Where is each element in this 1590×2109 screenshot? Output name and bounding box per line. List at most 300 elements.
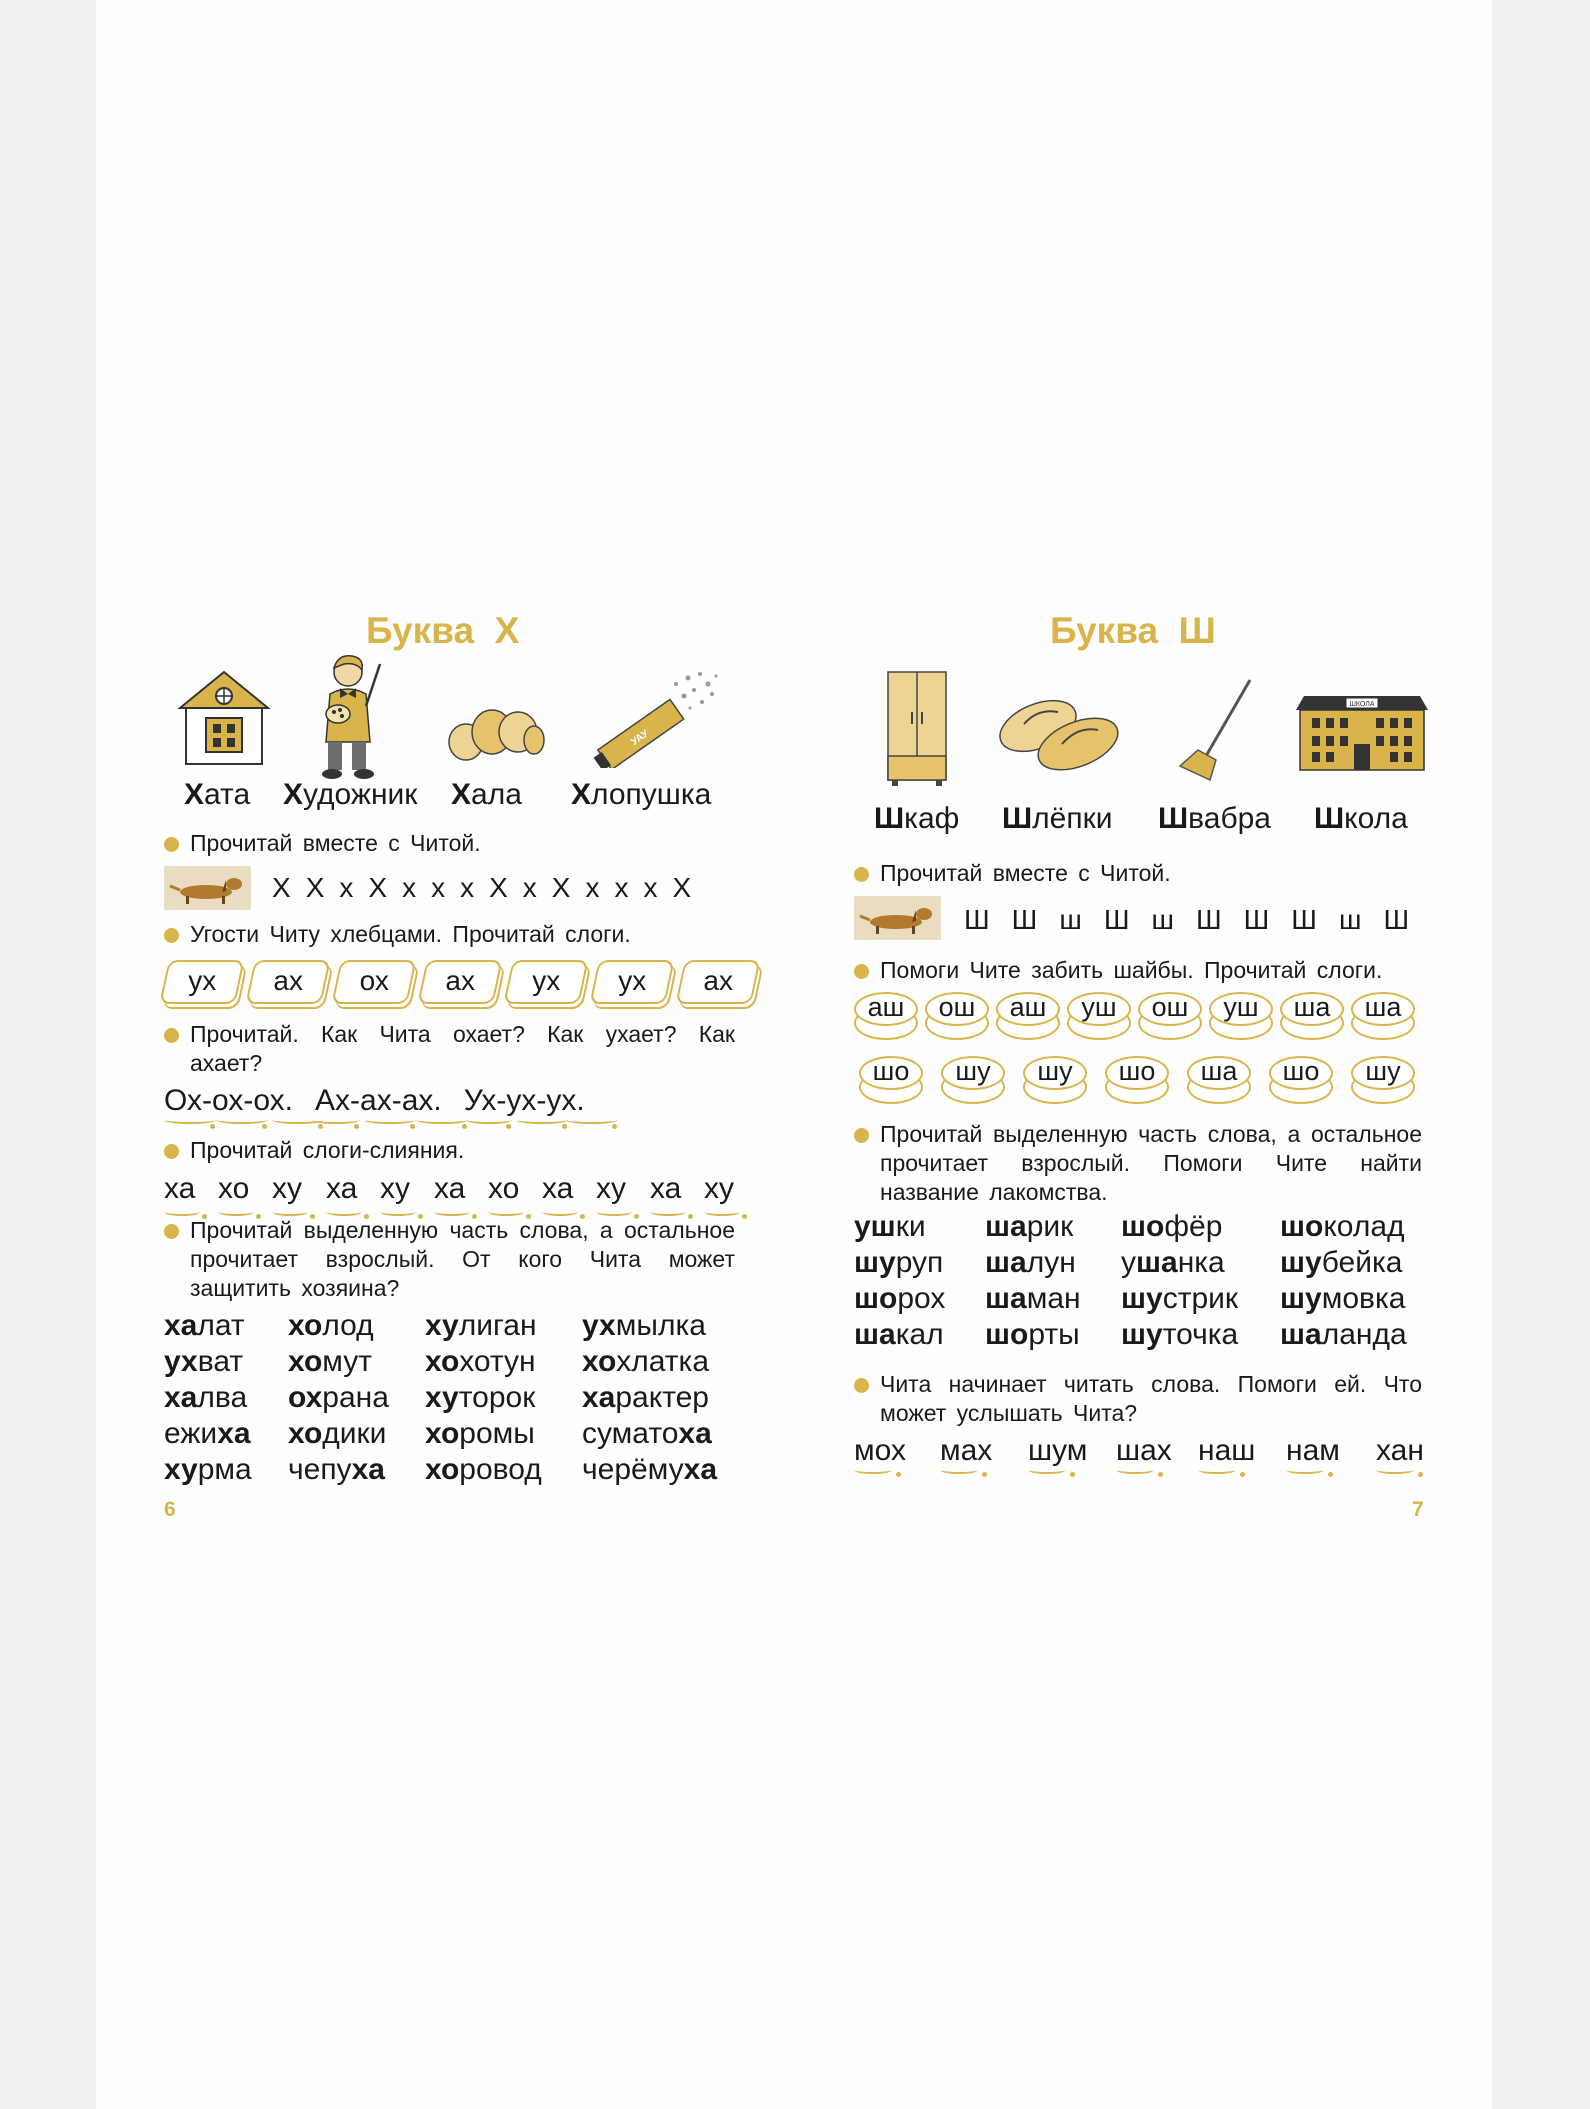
syllable-dot xyxy=(1418,1472,1423,1477)
syllable-arc xyxy=(380,1208,416,1216)
syllable-arc xyxy=(940,1466,978,1474)
final-word: мах xyxy=(940,1434,993,1467)
syllable-text: ош xyxy=(1138,992,1202,1026)
puck-syllable xyxy=(1269,1056,1333,1103)
word-bold-part: шо xyxy=(1121,1210,1165,1243)
task-bullet xyxy=(854,1378,869,1393)
dachshund-image xyxy=(854,896,941,940)
word-bold-part: шо xyxy=(854,1282,898,1315)
syllable-text: ух xyxy=(618,965,647,996)
syllable-arc xyxy=(1116,1466,1154,1474)
page-number-left: 6 xyxy=(164,1498,176,1521)
syllable-text: шу xyxy=(1351,1056,1415,1090)
task-2-text: Помоги Чите забить шайбы. Прочитай слоги. xyxy=(880,957,1383,983)
letter: Ш xyxy=(1243,904,1270,935)
word-plain-part: ровод xyxy=(459,1453,542,1486)
letter: Х xyxy=(551,872,571,903)
syllable-arc xyxy=(364,1116,416,1124)
exclamation: Ах-ах-ах. xyxy=(315,1084,442,1117)
puck-syllable xyxy=(996,992,1060,1039)
word-plain-part: рана xyxy=(322,1381,389,1414)
letter-row xyxy=(272,872,691,904)
syllable xyxy=(272,1172,326,1206)
word xyxy=(854,1317,985,1353)
syllable-arc xyxy=(596,1208,632,1216)
word-plain-part: фёр xyxy=(1164,1210,1223,1243)
word xyxy=(1280,1245,1420,1281)
syllable-text: ху xyxy=(596,1172,626,1205)
word-bold-part: шу xyxy=(1121,1282,1163,1315)
word xyxy=(1121,1209,1280,1245)
syllable-dot xyxy=(410,1124,415,1129)
word xyxy=(985,1209,1121,1245)
syllable-arc xyxy=(416,1116,468,1124)
word-plain-part: лиган xyxy=(458,1309,537,1342)
word-bold-part: ша xyxy=(1136,1246,1178,1279)
syllable-dot xyxy=(896,1472,901,1477)
letter: Х xyxy=(272,872,291,903)
word xyxy=(854,1209,985,1245)
word-plain-part: хотун xyxy=(459,1345,536,1378)
word-plain-part: рактер xyxy=(615,1381,709,1414)
syllable-text: ша xyxy=(1187,1056,1251,1090)
bread-syllable xyxy=(245,960,330,1004)
syllable-text: ха xyxy=(434,1172,466,1205)
syllable-arc xyxy=(542,1208,578,1216)
left-page-title: Буква Х xyxy=(366,610,520,651)
word xyxy=(288,1380,425,1416)
word-bold-part: хо xyxy=(288,1309,323,1342)
word-bold-part: шо xyxy=(1280,1210,1324,1243)
word-bold-part: шу xyxy=(1280,1282,1322,1315)
word-plain-part: ман xyxy=(1026,1282,1081,1315)
syllable xyxy=(380,1172,434,1206)
word-bold-part: ух xyxy=(164,1345,198,1378)
syllable-text: уш xyxy=(1209,992,1273,1026)
letter: ш xyxy=(1151,904,1174,935)
word xyxy=(288,1308,425,1344)
word-bold-part: уш xyxy=(854,1210,896,1243)
word-bold-part: ша xyxy=(985,1246,1027,1279)
syllable-text: аш xyxy=(996,992,1060,1026)
word-plain-part: ват xyxy=(197,1345,244,1378)
word-plain-part: у xyxy=(1121,1246,1136,1279)
bread-syllable xyxy=(675,960,760,1004)
syllable-arc xyxy=(650,1208,686,1216)
syllable-text: ош xyxy=(925,992,989,1026)
painter-icon xyxy=(308,650,393,782)
syllable-dot xyxy=(210,1124,215,1129)
puck-syllable xyxy=(1351,1056,1415,1103)
syllable xyxy=(434,1172,488,1206)
word xyxy=(582,1344,722,1380)
word xyxy=(425,1344,582,1380)
syllable-dot xyxy=(354,1124,359,1129)
word-bold-part: ху xyxy=(425,1381,459,1414)
letter: х xyxy=(585,872,600,903)
syllable-arc xyxy=(1286,1466,1324,1474)
word-plain-part: ежи xyxy=(164,1417,218,1450)
task-bullet xyxy=(164,837,179,852)
word-plain-part: рма xyxy=(197,1453,252,1486)
word-bold-part: ху xyxy=(425,1309,459,1342)
word xyxy=(164,1416,288,1452)
word-bold-part: ух xyxy=(582,1309,616,1342)
syllable-dot xyxy=(1240,1472,1245,1477)
syllable-dot xyxy=(982,1472,987,1477)
word xyxy=(1121,1317,1280,1353)
word xyxy=(1121,1245,1280,1281)
letter: Ш xyxy=(1195,904,1222,935)
word-plain-part: ланда xyxy=(1321,1318,1407,1351)
syllable-arc xyxy=(434,1208,470,1216)
bread-syllable xyxy=(331,960,416,1004)
syllable-text: ша xyxy=(1351,992,1415,1026)
syllable-arc xyxy=(326,1208,362,1216)
task-1-text: Прочитай вместе с Читой. xyxy=(880,860,1171,886)
syllable xyxy=(218,1172,272,1206)
final-word: наш xyxy=(1198,1434,1256,1467)
letter: Х xyxy=(672,872,692,903)
word-bold-part: ха xyxy=(582,1381,616,1414)
word xyxy=(164,1344,288,1380)
word xyxy=(854,1281,985,1317)
syllable-arc xyxy=(312,1116,360,1124)
syllable xyxy=(596,1172,650,1206)
syllable-dot xyxy=(742,1214,747,1219)
puck-syllable xyxy=(1280,992,1344,1039)
syllable-arc xyxy=(216,1116,268,1124)
word-plain-part: лат xyxy=(197,1309,245,1342)
word-bold-part: ша xyxy=(854,1318,896,1351)
task-1-text: Прочитай вместе с Читой. xyxy=(190,830,481,856)
word xyxy=(1280,1281,1420,1317)
word-plain-part: черёму xyxy=(582,1453,684,1486)
word-bold-part: хо xyxy=(288,1417,323,1450)
word-plain-part: стрик xyxy=(1162,1282,1239,1315)
word-bold-part: шу xyxy=(1280,1246,1322,1279)
word-plain-part: кал xyxy=(895,1318,944,1351)
wardrobe-icon xyxy=(884,670,950,790)
syllable-row xyxy=(164,1172,758,1206)
word-plain-part: мут xyxy=(322,1345,372,1378)
word xyxy=(288,1452,425,1488)
puck-syllable xyxy=(1138,992,1202,1039)
syllable-arc xyxy=(164,1208,200,1216)
word-plain-part: дики xyxy=(322,1417,387,1450)
task-4-text: Прочитай слоги-слияния. xyxy=(190,1137,465,1163)
syllable-text: шу xyxy=(941,1056,1005,1090)
party-popper-icon xyxy=(588,664,720,768)
bread-syllable xyxy=(417,960,502,1004)
book-spread xyxy=(96,0,1492,2109)
task-3-text: Прочитай. Как Чита охает? Как ухает? Как ахает? xyxy=(190,1021,735,1076)
task-2-text: Угости Читу хлебцами. Прочитай слоги. xyxy=(190,921,631,947)
letter: Х xyxy=(489,872,508,903)
exclamation: Ох-ох-ох. xyxy=(164,1084,294,1117)
word-plain-part: рты xyxy=(1028,1318,1080,1351)
page-number-right: 7 xyxy=(1412,1498,1424,1521)
picture-label-shkaf: Шкаф xyxy=(874,802,960,835)
syllable-text: шо xyxy=(1105,1056,1169,1090)
word-bold-part: хо xyxy=(582,1345,617,1378)
word xyxy=(985,1317,1121,1353)
word-plain-part: хлатка xyxy=(616,1345,710,1378)
letter: ш xyxy=(1059,904,1082,935)
letter: ш xyxy=(1338,904,1362,935)
syllable-arc xyxy=(218,1208,254,1216)
letter: х xyxy=(522,872,537,903)
syllable-arc xyxy=(488,1208,524,1216)
syllable-text: ух xyxy=(188,965,217,996)
word-bold-part: ха xyxy=(164,1381,198,1414)
word-plain-part: лун xyxy=(1026,1246,1076,1279)
letter: Ш xyxy=(964,904,990,935)
word-plain-part: лва xyxy=(197,1381,248,1414)
syllable-dot xyxy=(1328,1472,1333,1477)
syllable-text: ха xyxy=(542,1172,574,1205)
picture-label-hata: Хата xyxy=(184,778,251,811)
syllable-arc xyxy=(164,1116,216,1124)
word-plain-part: точка xyxy=(1162,1318,1239,1351)
syllable-text: ух xyxy=(532,965,561,996)
word xyxy=(425,1416,582,1452)
syllable-text: хо xyxy=(218,1172,250,1205)
final-word: нам xyxy=(1286,1434,1340,1467)
broom-icon xyxy=(1176,676,1258,786)
syllable-dot xyxy=(506,1124,511,1129)
word-plain-part: колад xyxy=(1323,1210,1405,1243)
picture-label-hlopushka: Хлопушка xyxy=(571,778,712,811)
syllable xyxy=(542,1172,596,1206)
syllable-arc xyxy=(566,1116,618,1124)
syllable-text: ха xyxy=(164,1172,196,1205)
flip-flops-icon xyxy=(994,686,1124,778)
exclamation: Ух-ух-ух. xyxy=(463,1084,585,1117)
word-bold-part: шу xyxy=(854,1246,896,1279)
picture-label-hala: Хала xyxy=(451,778,522,811)
task-bullet xyxy=(164,1028,179,1043)
puck-syllable xyxy=(1351,992,1415,1039)
syllable-arc xyxy=(516,1116,568,1124)
school-sign: ШКОЛА xyxy=(1349,701,1375,708)
word-bold-part: хо xyxy=(425,1417,460,1450)
syllable-text: ху xyxy=(272,1172,302,1205)
word-plain-part: чепу xyxy=(288,1453,352,1486)
task-4-text: Чита начинает читать слова. Помоги ей. Что может услышать Чита? xyxy=(880,1371,1422,1426)
challah-bread-icon xyxy=(446,696,546,768)
word xyxy=(164,1452,288,1488)
syllable-arc xyxy=(272,1208,308,1216)
word xyxy=(425,1452,582,1488)
school-building-icon xyxy=(1294,692,1430,772)
word xyxy=(1121,1281,1280,1317)
syllable-text: ха xyxy=(326,1172,358,1205)
word-bold-part: ха xyxy=(678,1417,712,1450)
letter: х xyxy=(643,872,658,903)
syllable-text: хо xyxy=(488,1172,520,1205)
word-grid xyxy=(854,1209,1420,1353)
task-bullet xyxy=(854,867,869,882)
svg-text:УАУ: УАУ xyxy=(629,728,651,748)
puck-syllable xyxy=(1023,1056,1087,1103)
letter: х xyxy=(402,872,417,903)
word-plain-part: рик xyxy=(1026,1210,1074,1243)
word-plain-part: руп xyxy=(895,1246,944,1279)
bread-syllable xyxy=(503,960,588,1004)
task-bullet xyxy=(854,1128,869,1143)
syllable-text: ха xyxy=(650,1172,682,1205)
syllable-text: шо xyxy=(859,1056,923,1090)
word-plain-part: нка xyxy=(1177,1246,1225,1279)
word-bold-part: ша xyxy=(985,1282,1027,1315)
final-word: шум xyxy=(1028,1434,1088,1467)
word-plain-part: торок xyxy=(458,1381,536,1414)
syllable-text: ху xyxy=(380,1172,410,1205)
syllable xyxy=(650,1172,704,1206)
word xyxy=(288,1416,425,1452)
word-bold-part: ха xyxy=(217,1417,251,1450)
syllable-text: ох xyxy=(359,965,389,996)
task-5-text: Прочитай выделенную часть слова, а остальное прочитает взрослый. От кого Чита может защитить хозяина? xyxy=(190,1217,735,1301)
word xyxy=(288,1344,425,1380)
syllable-arc xyxy=(854,1466,892,1474)
syllable-dot xyxy=(562,1124,567,1129)
syllable-text: ша xyxy=(1280,992,1344,1026)
word-plain-part: сумато xyxy=(582,1417,679,1450)
syllable-arc xyxy=(1376,1466,1414,1474)
syllable-dot xyxy=(1158,1472,1163,1477)
syllable-dot xyxy=(462,1124,467,1129)
syllable-arc xyxy=(466,1116,512,1124)
word-bold-part: ха xyxy=(164,1309,198,1342)
final-word: шах xyxy=(1116,1434,1172,1467)
letter: х xyxy=(614,872,629,903)
syllable-text: ах xyxy=(445,965,475,996)
syllable-text: аш xyxy=(854,992,918,1026)
task-bullet xyxy=(164,928,179,943)
syllable xyxy=(164,1172,218,1206)
syllable-arc xyxy=(1198,1466,1236,1474)
final-word: хан xyxy=(1376,1434,1424,1467)
word xyxy=(1280,1317,1420,1353)
task-3-text: Прочитай выделенную часть слова, а остальное прочитает взрослый. Помоги Чите найти название лакомства. xyxy=(880,1121,1422,1205)
syllable xyxy=(704,1172,758,1206)
word xyxy=(1280,1209,1420,1245)
letter: Х xyxy=(305,872,325,903)
word-bold-part: шу xyxy=(1121,1318,1163,1351)
word-bold-part: ха xyxy=(683,1453,718,1486)
word-bold-part: ох xyxy=(288,1381,323,1414)
word-plain-part: мылка xyxy=(615,1309,706,1342)
letter: х xyxy=(460,872,475,903)
word xyxy=(425,1380,582,1416)
syllable-text: шо xyxy=(1269,1056,1333,1090)
letter: Ш xyxy=(1291,904,1317,935)
puck-syllable xyxy=(925,992,989,1039)
word-plain-part: лод xyxy=(322,1309,374,1342)
word xyxy=(985,1245,1121,1281)
word-bold-part: ша xyxy=(1280,1318,1322,1351)
puck-syllable xyxy=(1187,1056,1251,1103)
puck-syllable xyxy=(1067,992,1131,1039)
syllable-text: шу xyxy=(1023,1056,1087,1090)
word xyxy=(985,1281,1121,1317)
word-plain-part: ромы xyxy=(459,1417,535,1450)
word-bold-part: ша xyxy=(985,1210,1027,1243)
letter: х xyxy=(431,872,446,903)
syllable-dot xyxy=(262,1124,267,1129)
picture-label-shlepki: Шлёпки xyxy=(1002,802,1113,835)
syllable-dot xyxy=(1070,1472,1075,1477)
syllable-arc xyxy=(704,1208,740,1216)
syllable-dot xyxy=(318,1124,323,1129)
word-bold-part: шо xyxy=(985,1318,1029,1351)
task-bullet xyxy=(164,1144,179,1159)
letter: х xyxy=(339,872,354,903)
exclamation-row xyxy=(164,1084,585,1118)
word xyxy=(582,1380,722,1416)
word-bold-part: хо xyxy=(425,1453,460,1486)
word xyxy=(854,1245,985,1281)
picture-label-shvabra: Швабра xyxy=(1158,802,1271,835)
picture-label-hudozhnik: Художник xyxy=(283,778,418,811)
word-plain-part: ки xyxy=(895,1210,926,1243)
word xyxy=(582,1452,722,1488)
puck-syllable xyxy=(941,1056,1005,1103)
letter: Ш xyxy=(1011,904,1038,935)
syllable xyxy=(326,1172,380,1206)
syllable-text: ху xyxy=(704,1172,734,1205)
syllable-text: ах xyxy=(273,965,303,996)
word xyxy=(164,1380,288,1416)
word-plain-part: бейка xyxy=(1321,1246,1403,1279)
word xyxy=(425,1308,582,1344)
syllable-arc xyxy=(1028,1466,1066,1474)
picture-label-shkola: Школа xyxy=(1314,802,1408,835)
syllable xyxy=(488,1172,542,1206)
word-bold-part: хо xyxy=(425,1345,460,1378)
syllable-text: ах xyxy=(703,965,733,996)
syllable-dot xyxy=(612,1124,617,1129)
letter: Х xyxy=(368,872,388,903)
task-bullet xyxy=(164,1224,179,1239)
final-word: мох xyxy=(854,1434,906,1467)
word-plain-part: рох xyxy=(897,1282,946,1315)
word-grid xyxy=(164,1308,722,1488)
letter: Ш xyxy=(1103,904,1130,935)
puck-syllable xyxy=(1209,992,1273,1039)
dachshund-image xyxy=(164,866,251,910)
word xyxy=(582,1308,722,1344)
syllable-text: уш xyxy=(1067,992,1131,1026)
task-bullet xyxy=(854,964,869,979)
word xyxy=(582,1416,722,1452)
letter: Ш xyxy=(1383,904,1410,935)
word-bold-part: ха xyxy=(351,1453,385,1486)
word xyxy=(164,1308,288,1344)
bread-syllable xyxy=(159,960,244,1004)
right-page-title: Буква Ш xyxy=(1050,610,1216,651)
puck-syllable xyxy=(1105,1056,1169,1103)
puck-syllable xyxy=(859,1056,923,1103)
bread-syllable xyxy=(589,960,674,1004)
letter-row xyxy=(964,904,1409,936)
house-icon xyxy=(176,668,272,768)
word-plain-part: мовка xyxy=(1321,1282,1406,1315)
word-bold-part: ху xyxy=(164,1453,198,1486)
puck-syllable xyxy=(854,992,918,1039)
